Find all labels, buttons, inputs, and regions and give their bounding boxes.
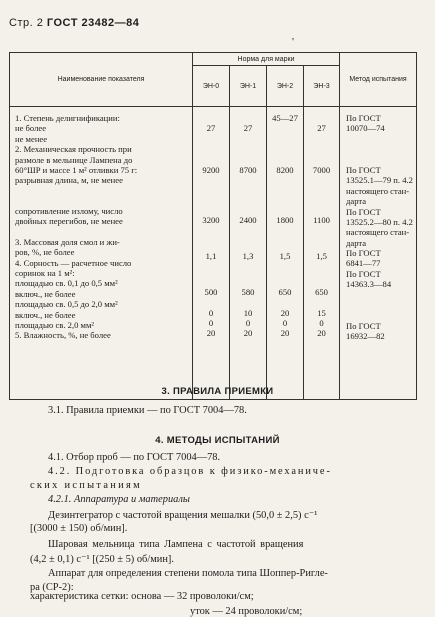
section-3-text: 3.1. Правила приемки — по ГОСТ 7004—78. — [48, 405, 247, 416]
column-header-norm: Норма для марки — [193, 53, 340, 66]
grade-header: ЭН-3 — [304, 66, 340, 107]
method-text: 10070—74 — [346, 123, 385, 134]
specification-table — [9, 52, 417, 400]
grade-value: 1,5 — [279, 251, 291, 261]
indicator-text: 60°ШР и массе 1 м² отливки 75 г: — [15, 164, 138, 175]
grade-value: 2400 — [239, 215, 257, 225]
paragraph-4-2-cont: ских испытаниям — [30, 480, 142, 491]
indicator-text: двойных перегибов, не менее — [15, 216, 123, 227]
grade-value: 0 — [319, 318, 324, 328]
apparatus-text-cont: ра (СР-2): — [30, 582, 74, 593]
grade-value: 1800 — [276, 215, 294, 225]
indicator-text: не менее — [15, 133, 48, 144]
paragraph-4-2: 4.2. Подготовка образцов к физико-механиче- — [48, 466, 332, 477]
page-number: Стр. 2 — [9, 17, 44, 29]
indicator-text: ров, %, не более — [15, 247, 75, 258]
grade-value: 500 — [204, 287, 218, 297]
indicator-text: 4. Сорность — расчетное число — [15, 257, 132, 268]
method-text: дарта — [346, 237, 367, 248]
grade-value: 20 — [280, 308, 290, 318]
grade-value: 3200 — [202, 215, 220, 225]
method-text: По ГОСТ — [346, 113, 381, 123]
indicator-text: площадью св. 0,1 до 0,5 мм² — [15, 278, 118, 289]
method-text: По ГОСТ — [346, 268, 381, 279]
indicator-text: включ., не более — [15, 288, 76, 299]
section-4-title: 4. МЕТОДЫ ИСПЫТАНИЙ — [155, 435, 280, 446]
grade-value: 8200 — [276, 165, 294, 175]
grade-value: 650 — [315, 287, 328, 297]
grade-column-en0 — [193, 107, 230, 400]
indicator-text — [15, 227, 190, 237]
grade-value: 0 — [208, 308, 214, 318]
grade-value: 1,5 — [316, 251, 327, 261]
standard-number: ГОСТ 23482—84 — [46, 17, 140, 29]
grade-value: 10 — [243, 308, 253, 318]
grade-column-en1 — [230, 107, 267, 400]
method-text — [346, 134, 416, 144]
method-text — [346, 300, 416, 310]
grade-value: 0 — [208, 318, 214, 328]
method-text: 13525.1—79 п. 4.2 — [346, 175, 413, 186]
section-3-title: 3. ПРАВИЛА ПРИЕМКИ — [161, 386, 274, 397]
disintegrator-text: Дезинтегратор с частотой вращения мешалки (50,0 ± 2,5) с⁻¹ — [48, 510, 318, 521]
method-text: дарта — [346, 196, 367, 207]
page-header — [9, 17, 139, 29]
grade-header: ЭН-0 — [193, 66, 230, 107]
method-text: настоящего стан- — [346, 185, 410, 196]
grade-value: 20 — [206, 328, 216, 338]
grade-value: 8700 — [239, 165, 257, 175]
method-text: 6841—77 — [346, 258, 381, 269]
grade-value: 1100 — [313, 215, 330, 225]
indicator-text: не более — [15, 123, 47, 134]
paragraph-4-1: 4.1. Отбор проб — по ГОСТ 7004—78. — [48, 452, 221, 463]
grade-value: 20 — [280, 328, 290, 338]
paragraph-4-2-1: 4.2.1. Аппаратура и материалы — [48, 494, 190, 505]
indicator-text: площадью св. 2,0 мм² — [15, 320, 94, 331]
ball-mill-text-cont: (4,2 ± 0,1) с⁻¹ [(250 ± 5) об/мин]. — [30, 554, 174, 565]
method-text — [346, 155, 416, 165]
disintegrator-text-cont: [(3000 ± 150) об/мин]. — [30, 523, 128, 534]
method-text: По ГОСТ — [346, 206, 381, 217]
method-text: 13525.2—80 п. 4.2 — [346, 216, 413, 227]
indicator-text: размоле в мельнице Лампена до — [15, 154, 133, 165]
grade-value: 9200 — [202, 165, 220, 175]
grade-column-en2 — [267, 107, 304, 400]
mesh-weft-text: уток — 24 проволоки/см; — [190, 606, 303, 617]
grade-value: 27 — [243, 123, 253, 133]
method-text — [346, 144, 416, 154]
indicator-text — [15, 186, 190, 206]
grade-header: ЭН-1 — [230, 66, 267, 107]
method-text: 14363.3—84 — [346, 279, 392, 290]
mesh-base-text: характеристика сетки: основа — 32 проволоки/см; — [30, 591, 254, 602]
indicator-text: площадью св. 0,5 до 2,0 мм² — [15, 299, 118, 310]
grade-value: 580 — [241, 287, 255, 297]
method-text: 16932—82 — [346, 331, 385, 342]
grade-value: 1,1 — [205, 251, 217, 261]
grade-value: 650 — [278, 287, 292, 297]
grade-value: 20 — [317, 328, 326, 338]
grade-value: 20 — [243, 328, 253, 338]
tick-mark: ' — [292, 36, 294, 48]
method-text: настоящего стан- — [346, 227, 410, 238]
indicator-text: сопротивление излому, число — [15, 205, 123, 216]
indicator-text: 1. Степень делигнификации: — [15, 113, 120, 123]
grade-value: 1,3 — [242, 251, 254, 261]
indicator-text: включ., не более — [15, 309, 76, 320]
grade-value: 15 — [317, 308, 326, 318]
column-header-name: Наименование показателя — [10, 53, 193, 107]
method-text: По ГОСТ — [346, 164, 381, 175]
method-column — [340, 107, 417, 400]
indicator-text: 2. Механическая прочность при — [15, 144, 132, 155]
indicator-text: разрывная длина, м, не менее — [15, 175, 123, 186]
method-text: По ГОСТ — [346, 248, 381, 259]
indicator-text: соринок на 1 м²: — [15, 268, 75, 279]
indicator-column — [10, 107, 193, 400]
column-header-method: Метод испытания — [340, 53, 417, 107]
method-text — [346, 290, 416, 300]
method-text: По ГОСТ — [346, 320, 381, 331]
method-text — [346, 310, 416, 320]
grade-value: 45—27 — [272, 113, 298, 123]
grade-header: ЭН-2 — [267, 66, 304, 107]
grade-column-en3 — [304, 107, 340, 400]
grade-value: 0 — [282, 318, 288, 328]
grade-value: 7000 — [312, 165, 331, 175]
ball-mill-text: Шаровая мельница типа Лампена с частотой вращения — [48, 539, 304, 550]
grade-value: 27 — [206, 123, 216, 133]
indicator-text: 5. Влажность, %, не более — [15, 330, 111, 341]
grade-value: 0 — [245, 318, 251, 328]
apparatus-text: Аппарат для определения степени помола типа Шоппер-Ригле- — [48, 568, 328, 579]
grade-value: 27 — [317, 123, 326, 133]
indicator-text: 3. Массовая доля смол и жи- — [15, 236, 120, 247]
